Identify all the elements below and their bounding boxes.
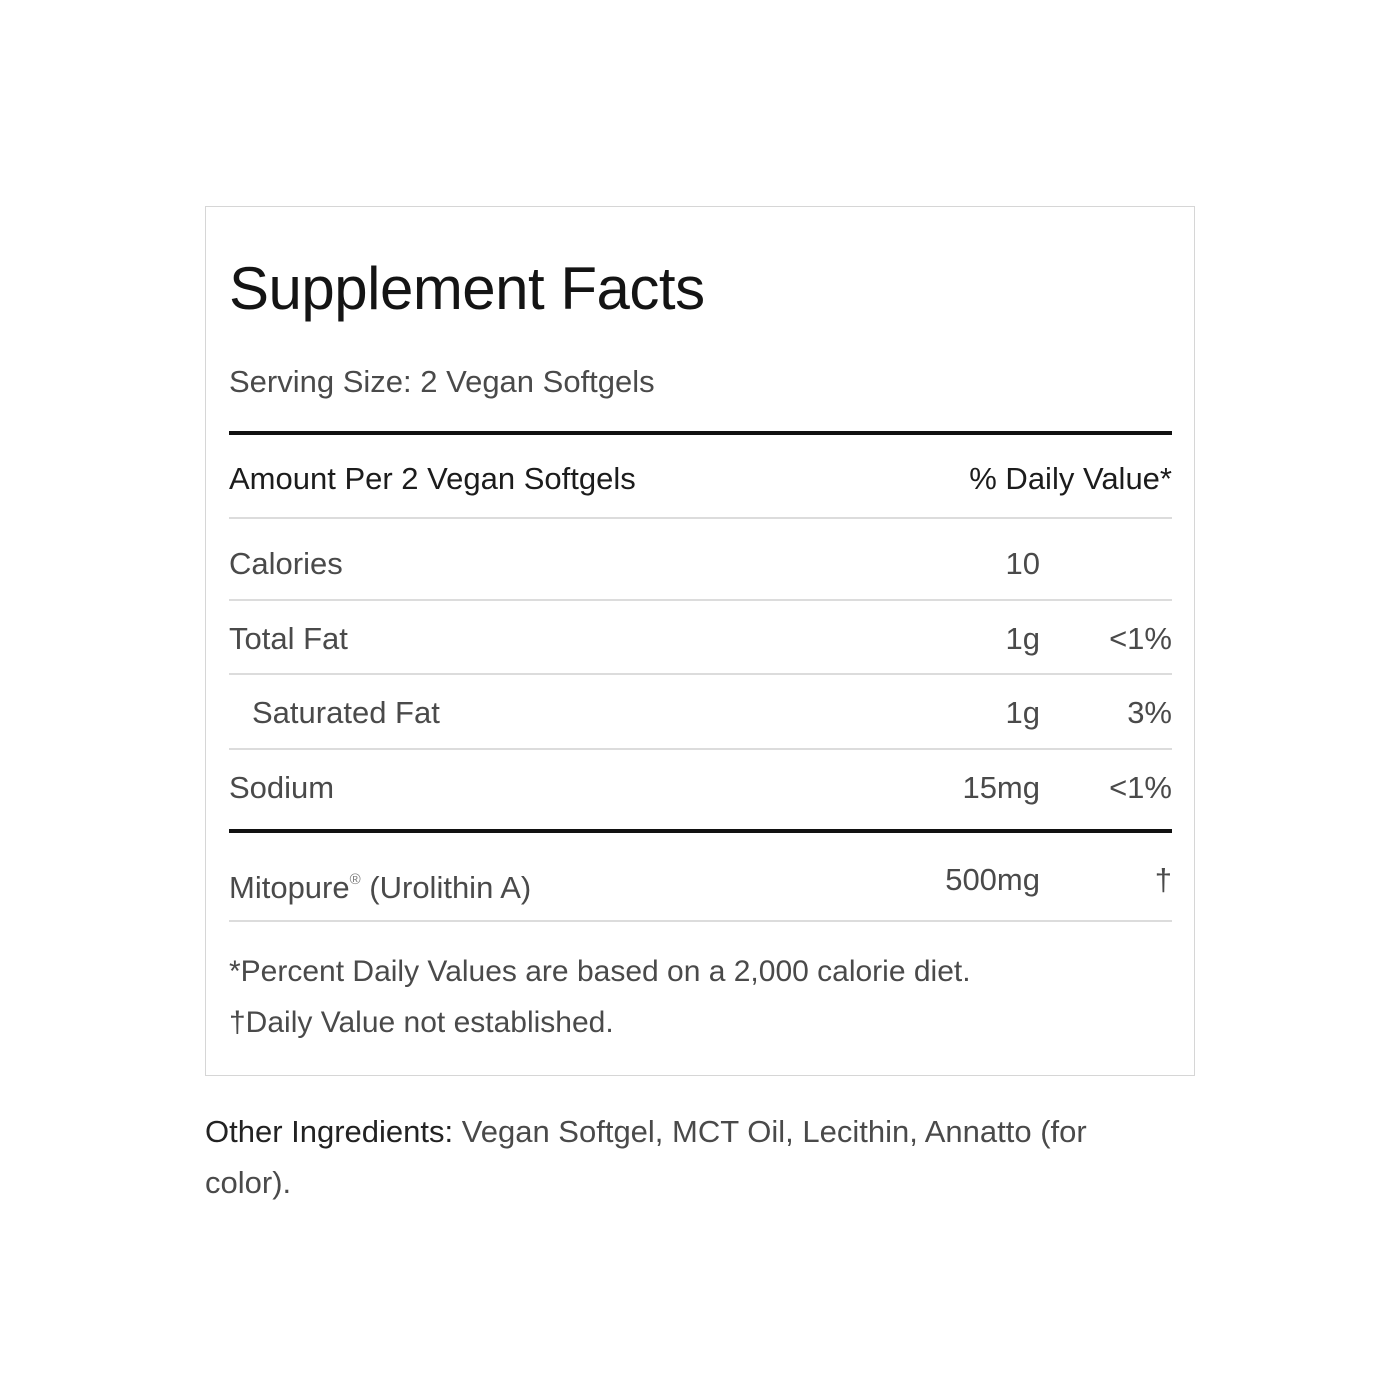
active-ingredient-amount: 500mg bbox=[945, 862, 1040, 897]
nutrient-row-calories bbox=[229, 544, 1172, 584]
nutrient-daily-value: 3% bbox=[1127, 695, 1172, 730]
nutrient-name: Saturated Fat bbox=[252, 695, 440, 730]
nutrient-name: Total Fat bbox=[229, 621, 348, 656]
ingredient-detail: (Urolithin A) bbox=[360, 870, 532, 905]
thick-divider bbox=[229, 431, 1172, 435]
nutrient-name: Sodium bbox=[229, 770, 335, 805]
nutrient-amount: 15mg bbox=[962, 770, 1040, 805]
nutrient-name: Calories bbox=[229, 546, 343, 581]
nutrient-amount: 1g bbox=[1005, 621, 1040, 656]
nutrient-amount: 1g bbox=[1005, 695, 1040, 730]
daily-value-header: % Daily Value* bbox=[969, 461, 1172, 496]
thick-divider bbox=[229, 829, 1172, 833]
nutrient-daily-value: <1% bbox=[1109, 621, 1172, 656]
other-ingredients-label: Other Ingredients: bbox=[205, 1114, 454, 1149]
thin-divider bbox=[229, 517, 1172, 519]
nutrient-daily-value: <1% bbox=[1109, 770, 1172, 805]
registered-mark: ® bbox=[349, 871, 361, 888]
nutrient-row-total-fat bbox=[229, 619, 1172, 659]
nutrient-amount: 10 bbox=[1005, 546, 1040, 581]
thin-divider bbox=[229, 599, 1172, 601]
thin-divider bbox=[229, 748, 1172, 750]
other-ingredients-text: Vegan Softgel, MCT Oil, Lecithin, Annatto (for color). bbox=[205, 1114, 1087, 1200]
thin-divider bbox=[229, 920, 1172, 922]
amount-header-row bbox=[229, 459, 1172, 499]
footnote-daily-values: *Percent Daily Values are based on a 2,000 calorie diet. bbox=[229, 955, 971, 988]
nutrient-row-saturated-fat bbox=[229, 693, 1172, 733]
active-ingredient-row bbox=[229, 860, 1172, 905]
footnote-not-established: †Daily Value not established. bbox=[229, 1006, 614, 1039]
ingredient-brand: Mitopure bbox=[229, 870, 350, 905]
active-ingredient-daily-value: † bbox=[1154, 862, 1172, 897]
nutrient-row-sodium bbox=[229, 768, 1172, 808]
active-ingredient-name bbox=[229, 860, 531, 908]
amount-per-serving-label: Amount Per 2 Vegan Softgels bbox=[229, 461, 636, 496]
panel-title: Supplement Facts bbox=[229, 255, 705, 322]
supplement-facts-panel bbox=[205, 206, 1195, 1076]
serving-size: Serving Size: 2 Vegan Softgels bbox=[229, 364, 655, 399]
other-ingredients bbox=[205, 1106, 1165, 1208]
thin-divider bbox=[229, 673, 1172, 675]
